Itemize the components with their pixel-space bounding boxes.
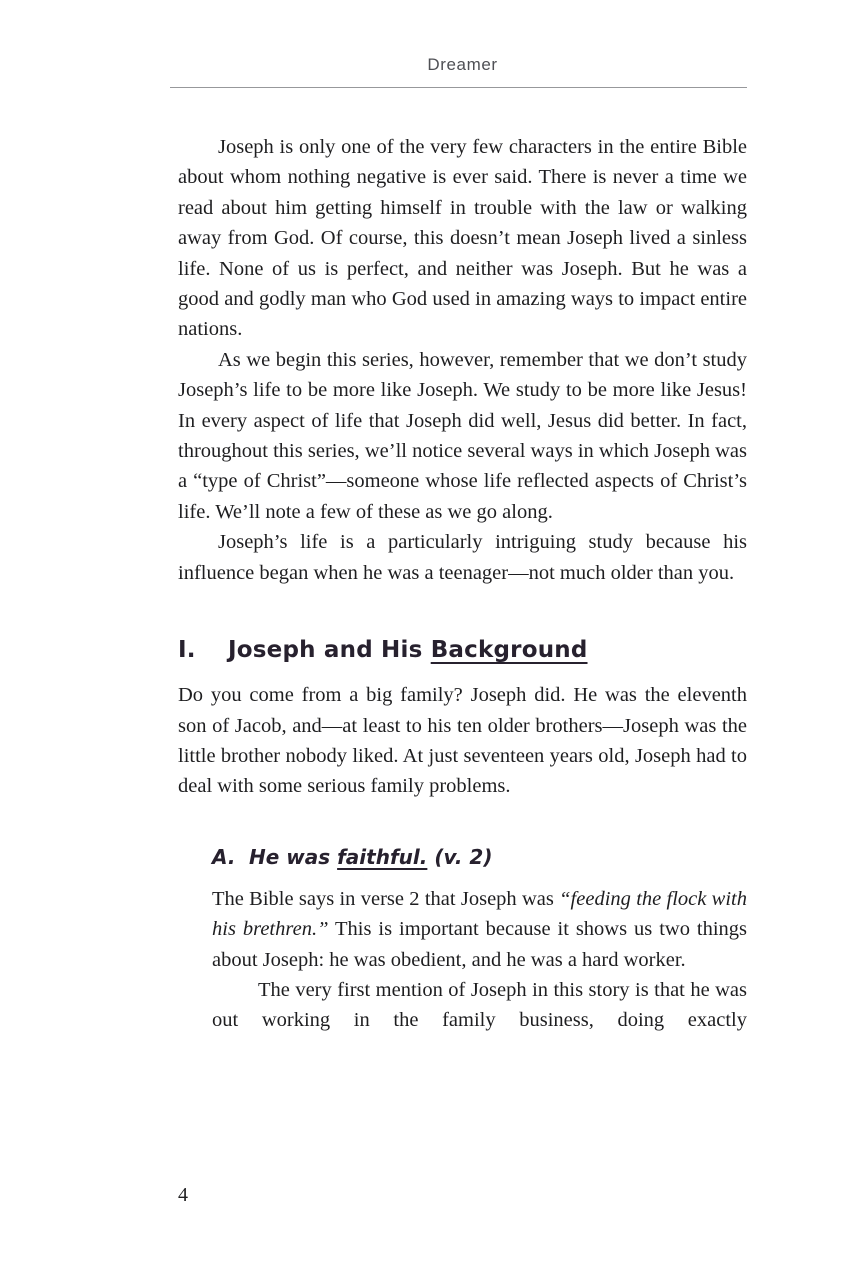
subsection-label: A. (212, 844, 236, 869)
subsection-a (212, 844, 747, 1036)
subsection-paragraph-2: The very first mention of Joseph in this story is that he was out working in the family business, doing exactly (212, 978, 747, 1032)
section-title-plain: Joseph and His (228, 637, 431, 664)
section-title-underlined: Background (430, 637, 588, 664)
intro-paragraph-2: As we begin this series, however, remember that we don’t study Joseph’s life to be more like Joseph. We study to be more like Jesus! In every aspect of life that Joseph did well, Jesus did better. In fact, throughout this series, we’ll notice several ways in which Joseph was a “type of Christ”—someone whose life reflected aspects of Christ’s life. We’ll note a few of these as we go along. (178, 348, 747, 523)
subsection-title-pre: He was (249, 844, 338, 869)
subsection-heading (212, 844, 747, 871)
book-title: Dreamer (427, 55, 498, 74)
page-content (178, 55, 747, 1036)
section-heading (178, 634, 747, 667)
scripture-quote: “feeding the flock with his brethren.” (212, 887, 747, 941)
subsection-paragraph-1 (212, 884, 747, 975)
subsection-title (249, 844, 493, 871)
paragraph-text-post: This is important because it shows us two things about Joseph: he was obedient, and he was a hard worker. (212, 918, 747, 971)
section-title (228, 634, 588, 667)
subsection-title-post: (v. 2) (427, 844, 493, 869)
section-numeral: I. (178, 637, 196, 664)
page-number: 4 (178, 1184, 188, 1206)
running-header (170, 55, 747, 88)
paragraph-text-pre: The Bible says in verse 2 that Joseph was (212, 887, 560, 910)
subsection-title-underlined: faithful. (337, 844, 428, 869)
section-body-paragraph: Do you come from a big family? Joseph did. He was the eleventh son of Jacob, and—at least to his ten older brothers—Joseph was the little brother nobody liked. At just seventeen years old, Joseph had to deal with some serious family problems. (178, 684, 747, 798)
intro-paragraph-1: Joseph is only one of the very few characters in the entire Bible about whom nothing negative is ever said. There is never a time we read about him getting himself in trouble with the law or walking away from God. Of course, this doesn’t mean Joseph lived a sinless life. None of us is perfect, and neither was Joseph. But he was a good and godly man who God used in amazing ways to impact entire nations. (178, 136, 747, 341)
intro-paragraph-3: Joseph’s life is a particularly intriguing study because his influence began when he was a teenager—not much older than you. (178, 531, 747, 584)
